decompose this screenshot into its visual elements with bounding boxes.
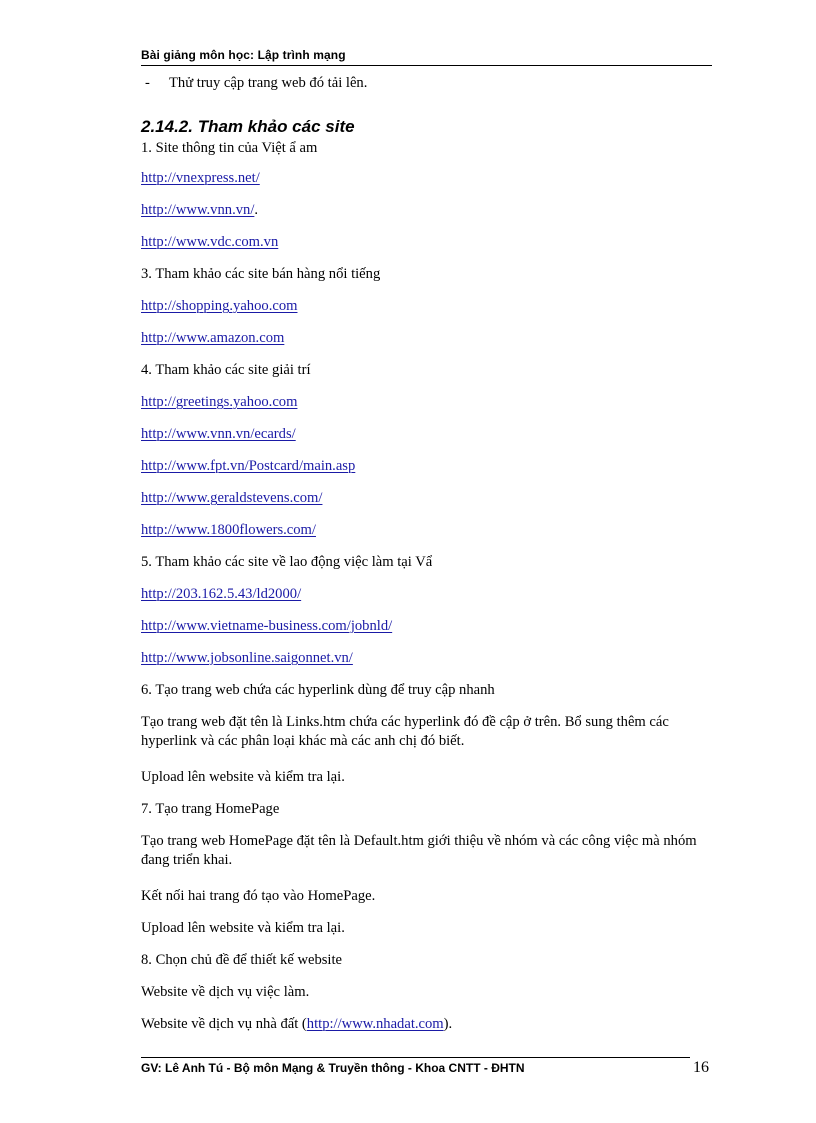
task-paragraph: Tạo trang web HomePage đặt tên là Default.htm giới thiệu về nhóm và các công việc mà nhóm đang triển khai. [141,833,697,868]
link-line [141,617,711,649]
link-line [141,329,711,361]
link-vnexpress[interactable]: http://vnexpress.net/ [141,170,260,186]
link-line [141,169,711,201]
link-line [141,425,711,457]
task-paragraph: Website về dịch vụ việc làm. [141,984,310,1000]
link-ld2000[interactable]: http://203.162.5.43/ld2000/ [141,586,302,602]
footer-text: GV: Lê Anh Tú - Bộ môn Mạng & Truyền thông - Khoa CNTT - ĐHTN [141,1061,525,1075]
task-paragraph: Upload lên website và kiểm tra lại. [141,769,345,785]
list-item [145,74,711,95]
task-paragraph [141,1015,711,1047]
link-line [141,457,711,489]
link-line [141,297,711,329]
task-paragraph: Upload lên website và kiểm tra lại. [141,920,345,936]
page-number: 16 [693,1059,709,1076]
link-line [141,585,711,617]
link-geraldstevens[interactable]: http://www.geraldstevens.com/ [141,490,323,506]
link-line [141,393,711,425]
link-greetings-yahoo[interactable]: http://greetings.yahoo.com [141,394,298,410]
group-title: 4. Tham khảo các site giải trí [141,362,311,378]
section-heading: 2.14.2. Tham khảo các site [141,117,355,136]
header-title: Bài giảng môn học: Lập trình mạng [141,48,346,62]
group-title: 1. Site thông tin của Việt ẩ am [141,140,318,156]
link-vnn[interactable]: http://www.vnn.vn/ [141,202,255,218]
text-suffix: ). [443,1016,453,1032]
task-title: 8. Chọn chủ đề để thiết kế website [141,952,343,968]
task-title: 7. Tạo trang HomePage [141,801,280,817]
page-content [141,74,711,1047]
link-nhadat[interactable]: http://www.nhadat.com [306,1016,444,1032]
group-title: 5. Tham khảo các site về lao động việc làm tại Vẩ [141,554,433,570]
text-prefix: Website về dịch vụ nhà đất ( [141,1016,307,1032]
link-line [141,489,711,521]
task-title: 6. Tạo trang web chứa các hyperlink dùng để truy cập nhanh [141,682,495,698]
link-shopping-yahoo[interactable]: http://shopping.yahoo.com [141,298,298,314]
task-paragraph: Kết nối hai trang đó tạo vào HomePage. [141,888,376,904]
link-line [141,201,711,233]
link-1800flowers[interactable]: http://www.1800flowers.com/ [141,522,316,538]
link-vdc[interactable]: http://www.vdc.com.vn [141,234,279,250]
group-title: 3. Tham khảo các site bán hàng nổi tiếng [141,266,381,282]
task-paragraph: Tạo trang web đặt tên là Links.htm chứa các hyperlink đó đề cập ở trên. Bổ sung thêm các hyperlink và các phân loại khác mà các anh chị đó biết. [141,714,669,749]
link-line [141,521,711,553]
link-suffix: . [254,202,259,218]
link-line [141,649,711,681]
link-vietname-business[interactable]: http://www.vietname-business.com/jobnld/ [141,618,393,634]
dash-bullet: - [145,75,150,91]
page-footer [141,1057,690,1078]
link-amazon[interactable]: http://www.amazon.com [141,330,285,346]
page-header [141,45,712,66]
link-vnn-ecards[interactable]: http://www.vnn.vn/ecards/ [141,426,296,442]
link-line [141,233,711,265]
link-jobsonline[interactable]: http://www.jobsonline.saigonnet.vn/ [141,650,353,666]
link-fpt-postcard[interactable]: http://www.fpt.vn/Postcard/main.asp [141,458,356,474]
list-item-text: Thử truy cập trang web đó tải lên. [169,75,368,91]
